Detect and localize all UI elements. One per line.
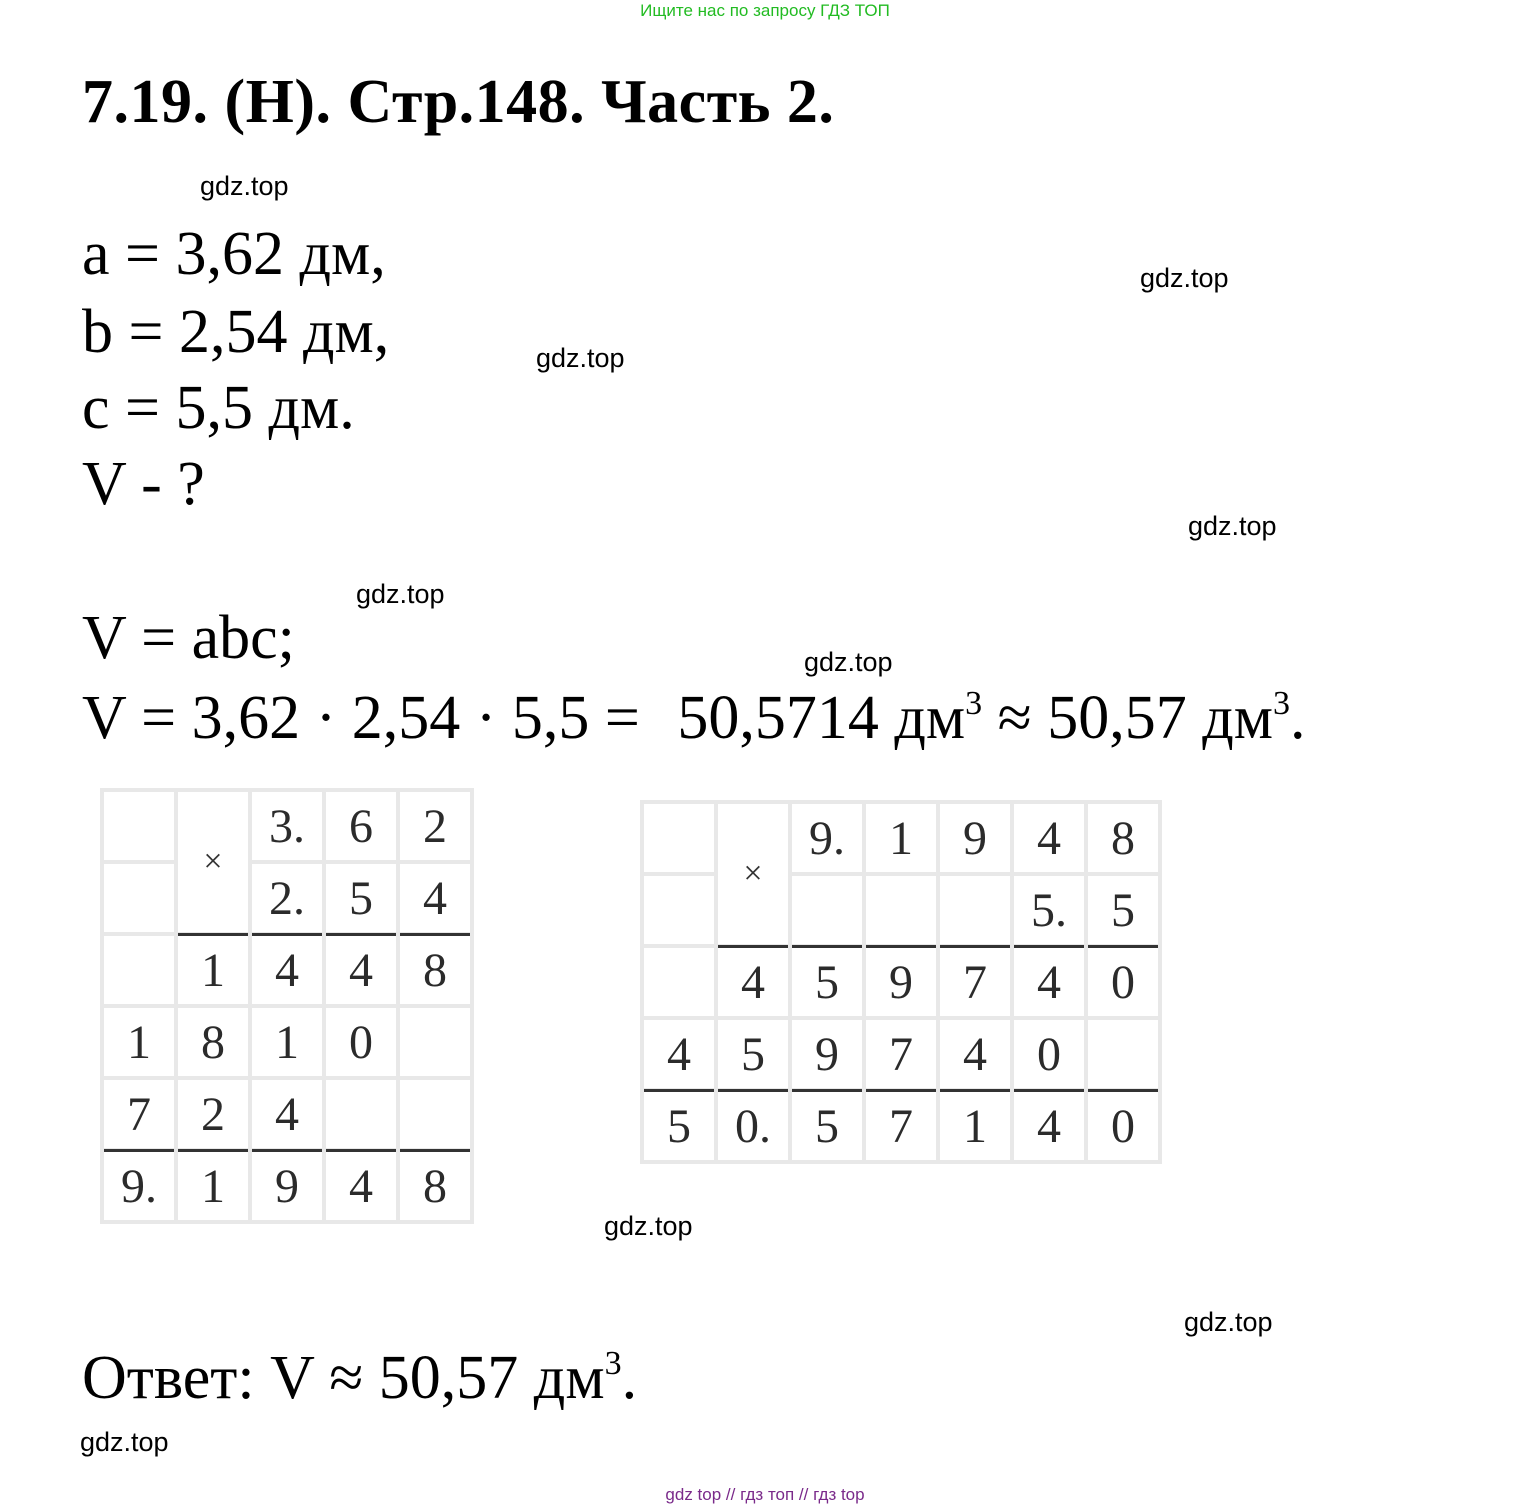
calc-period: . — [1289, 684, 1306, 752]
cell: 5 — [718, 1020, 788, 1088]
cell: 9 — [792, 1020, 862, 1088]
calc-exact-cube: 3 — [965, 685, 983, 722]
cell: 4 — [940, 1020, 1010, 1088]
multiplication-table-1 — [100, 788, 474, 1224]
cell: 8 — [400, 936, 470, 1004]
calculation-line — [82, 680, 1305, 756]
cell: 4 — [326, 936, 396, 1004]
cell: 4 — [1014, 948, 1084, 1016]
cell: 1 — [178, 1152, 248, 1220]
cell: 3. — [252, 792, 322, 860]
cell: 7 — [866, 1092, 936, 1160]
cell: 4 — [718, 948, 788, 1016]
watermark: gdz.top — [200, 171, 289, 201]
cell — [104, 936, 174, 1004]
top-banner[interactable] — [0, 0, 1530, 22]
cell: 7 — [104, 1080, 174, 1148]
watermark: gdz.top — [604, 1211, 693, 1241]
watermark: gdz.top — [1188, 511, 1277, 541]
answer-text: Ответ: V ≈ 50,57 дм — [82, 1344, 605, 1412]
top-banner-link[interactable]: Ищите нас по запросу ГДЗ ТОП — [640, 1, 890, 20]
cell: 6 — [326, 792, 396, 860]
cell: 9. — [104, 1152, 174, 1220]
cell: 1 — [940, 1092, 1010, 1160]
cell: 8 — [1088, 804, 1158, 872]
cell: 2 — [400, 792, 470, 860]
cell: 5. — [1014, 876, 1084, 944]
cell: 0 — [1088, 1092, 1158, 1160]
answer-line — [82, 1340, 637, 1416]
cell: 2 — [178, 1080, 248, 1148]
cell: 1 — [104, 1008, 174, 1076]
cell: 1 — [178, 936, 248, 1004]
approx-sign: ≈ — [997, 684, 1032, 752]
given-c: c = 5,5 дм. — [82, 374, 355, 442]
cell — [104, 864, 174, 932]
formula-line: V = abc; — [82, 604, 295, 672]
calc-prefix: V = 3,62 · 2,54 · 5,5 = — [82, 684, 656, 752]
cell: 7 — [940, 948, 1010, 1016]
cell: 5 — [326, 864, 396, 932]
cell — [940, 876, 1010, 944]
watermark: gdz.top — [356, 579, 445, 609]
footer — [0, 1484, 1530, 1506]
footer-text: gdz top // гдз топ // гдз top — [665, 1485, 865, 1504]
multiply-sign: × — [718, 804, 788, 944]
cell — [644, 948, 714, 1016]
cell: 4 — [326, 1152, 396, 1220]
cell — [1088, 1020, 1158, 1088]
given-a: a = 3,62 дм, — [82, 220, 386, 288]
cell: 4 — [252, 1080, 322, 1148]
given-b: b = 2,54 дм, — [82, 298, 390, 366]
cell: 4 — [400, 864, 470, 932]
calc-rounded-cube: 3 — [1272, 685, 1290, 722]
watermark: gdz.top — [536, 343, 625, 373]
cell: 9 — [252, 1152, 322, 1220]
answer-cube: 3 — [604, 1345, 622, 1382]
multiplication-table-2 — [640, 800, 1162, 1164]
cell — [326, 1080, 396, 1148]
answer-period: . — [621, 1344, 638, 1412]
cell: 5 — [644, 1092, 714, 1160]
cell: 1 — [252, 1008, 322, 1076]
cell: 1 — [866, 804, 936, 872]
watermark: gdz.top — [804, 647, 893, 677]
cell: 8 — [400, 1152, 470, 1220]
cell: 9 — [940, 804, 1010, 872]
cell: 5 — [1088, 876, 1158, 944]
cell: 0 — [326, 1008, 396, 1076]
cell: 7 — [866, 1020, 936, 1088]
cell — [866, 876, 936, 944]
cell: 8 — [178, 1008, 248, 1076]
cell — [644, 876, 714, 944]
given-v: V - ? — [82, 450, 205, 518]
cell: 9. — [792, 804, 862, 872]
cell — [400, 1080, 470, 1148]
cell — [792, 876, 862, 944]
calc-rounded: 50,57 дм — [1047, 684, 1273, 752]
cell: 2. — [252, 864, 322, 932]
cell: 9 — [866, 948, 936, 1016]
watermark: gdz.top — [1184, 1307, 1273, 1337]
cell: 5 — [792, 948, 862, 1016]
cell — [644, 804, 714, 872]
watermark: gdz.top — [1140, 263, 1229, 293]
cell: 5 — [792, 1092, 862, 1160]
cell — [104, 792, 174, 860]
cell — [400, 1008, 470, 1076]
watermark: gdz.top — [80, 1427, 169, 1457]
cell: 0 — [1088, 948, 1158, 1016]
cell: 4 — [252, 936, 322, 1004]
page-title: 7.19. (Н). Стр.148. Часть 2. — [82, 68, 835, 136]
cell: 4 — [1014, 1092, 1084, 1160]
multiply-sign: × — [178, 792, 248, 932]
cell: 4 — [1014, 804, 1084, 872]
cell: 4 — [644, 1020, 714, 1088]
calc-exact: 50,5714 дм — [677, 684, 966, 752]
cell: 0 — [1014, 1020, 1084, 1088]
cell: 0. — [718, 1092, 788, 1160]
